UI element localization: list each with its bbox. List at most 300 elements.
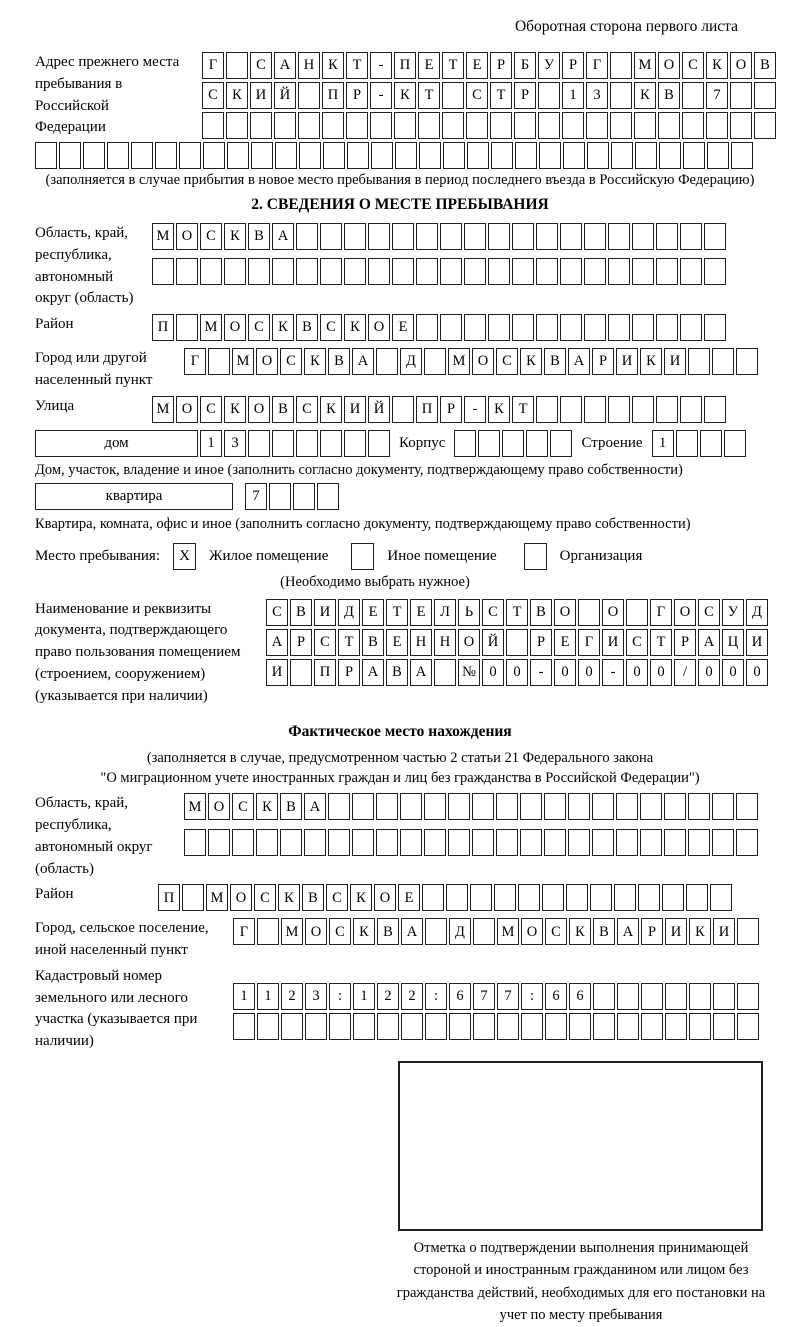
char-box[interactable]: О bbox=[224, 314, 246, 341]
char-box[interactable] bbox=[328, 793, 350, 820]
char-box[interactable] bbox=[610, 112, 632, 139]
char-box[interactable]: О bbox=[472, 348, 494, 375]
char-box[interactable]: С bbox=[248, 314, 270, 341]
char-box[interactable]: В bbox=[362, 629, 384, 656]
char-box[interactable] bbox=[635, 142, 657, 169]
char-box[interactable] bbox=[640, 793, 662, 820]
char-box[interactable] bbox=[392, 396, 414, 423]
char-box[interactable]: Д bbox=[746, 599, 768, 626]
char-box[interactable]: М bbox=[184, 793, 206, 820]
char-box[interactable]: О bbox=[374, 884, 396, 911]
char-box[interactable] bbox=[736, 348, 758, 375]
char-box[interactable] bbox=[515, 142, 537, 169]
char-box[interactable]: П bbox=[416, 396, 438, 423]
char-box[interactable]: Р bbox=[562, 52, 584, 79]
char-box[interactable] bbox=[632, 258, 654, 285]
char-box[interactable] bbox=[584, 314, 606, 341]
char-box[interactable] bbox=[152, 258, 174, 285]
char-box[interactable] bbox=[686, 884, 708, 911]
char-box[interactable] bbox=[665, 1013, 687, 1040]
char-box[interactable] bbox=[395, 142, 417, 169]
char-box[interactable]: В bbox=[272, 396, 294, 423]
char-box[interactable] bbox=[488, 314, 510, 341]
char-box[interactable] bbox=[566, 884, 588, 911]
char-box[interactable]: № bbox=[458, 659, 480, 686]
char-box[interactable] bbox=[377, 1013, 399, 1040]
char-box[interactable] bbox=[448, 829, 470, 856]
char-box[interactable] bbox=[281, 1013, 303, 1040]
char-box[interactable] bbox=[416, 223, 438, 250]
char-box[interactable] bbox=[446, 884, 468, 911]
char-box[interactable] bbox=[329, 1013, 351, 1040]
char-box[interactable] bbox=[478, 430, 500, 457]
char-box[interactable] bbox=[731, 142, 753, 169]
char-box[interactable] bbox=[449, 1013, 471, 1040]
char-box[interactable]: Г bbox=[202, 52, 224, 79]
char-box[interactable] bbox=[296, 223, 318, 250]
char-box[interactable] bbox=[448, 793, 470, 820]
char-box[interactable] bbox=[425, 1013, 447, 1040]
char-box[interactable]: П bbox=[314, 659, 336, 686]
char-box[interactable] bbox=[682, 112, 704, 139]
char-box[interactable]: К bbox=[706, 52, 728, 79]
char-box[interactable] bbox=[641, 1013, 663, 1040]
char-box[interactable]: С bbox=[266, 599, 288, 626]
char-box[interactable]: К bbox=[640, 348, 662, 375]
char-box[interactable] bbox=[587, 142, 609, 169]
char-box[interactable] bbox=[202, 112, 224, 139]
char-box[interactable] bbox=[526, 430, 548, 457]
char-box[interactable]: Р bbox=[674, 629, 696, 656]
char-box[interactable] bbox=[590, 884, 612, 911]
char-box[interactable] bbox=[464, 258, 486, 285]
char-box[interactable] bbox=[442, 82, 464, 109]
char-box[interactable] bbox=[536, 314, 558, 341]
char-box[interactable] bbox=[608, 396, 630, 423]
char-box[interactable]: М bbox=[206, 884, 228, 911]
char-box[interactable]: О bbox=[674, 599, 696, 626]
char-box[interactable] bbox=[704, 396, 726, 423]
char-box[interactable] bbox=[506, 629, 528, 656]
char-box[interactable] bbox=[256, 829, 278, 856]
char-box[interactable] bbox=[550, 430, 572, 457]
char-box[interactable] bbox=[662, 884, 684, 911]
char-box[interactable] bbox=[626, 599, 648, 626]
char-box[interactable] bbox=[700, 430, 722, 457]
char-box[interactable]: К bbox=[278, 884, 300, 911]
char-box[interactable]: Е bbox=[418, 52, 440, 79]
char-box[interactable]: Н bbox=[434, 629, 456, 656]
char-box[interactable] bbox=[704, 223, 726, 250]
char-box[interactable]: Г bbox=[233, 918, 255, 945]
char-box[interactable]: 3 bbox=[305, 983, 327, 1010]
char-box[interactable] bbox=[514, 112, 536, 139]
char-box[interactable]: Е bbox=[554, 629, 576, 656]
char-box[interactable]: Н bbox=[410, 629, 432, 656]
char-box[interactable] bbox=[344, 430, 366, 457]
char-box[interactable] bbox=[317, 483, 339, 510]
char-box[interactable]: С bbox=[626, 629, 648, 656]
char-box[interactable] bbox=[737, 983, 759, 1010]
char-box[interactable]: Т bbox=[506, 599, 528, 626]
char-box[interactable] bbox=[464, 314, 486, 341]
char-box[interactable]: Д bbox=[449, 918, 471, 945]
char-box[interactable] bbox=[593, 1013, 615, 1040]
char-box[interactable] bbox=[664, 829, 686, 856]
char-box[interactable]: В bbox=[544, 348, 566, 375]
char-box[interactable]: К bbox=[322, 52, 344, 79]
char-box[interactable]: К bbox=[224, 396, 246, 423]
char-box[interactable] bbox=[107, 142, 129, 169]
char-box[interactable] bbox=[680, 396, 702, 423]
char-box[interactable] bbox=[422, 884, 444, 911]
char-box[interactable]: С bbox=[280, 348, 302, 375]
char-box[interactable] bbox=[425, 918, 447, 945]
char-box[interactable]: / bbox=[674, 659, 696, 686]
char-box[interactable] bbox=[248, 430, 270, 457]
char-box[interactable]: О bbox=[521, 918, 543, 945]
stay-type-checkbox-organization[interactable] bbox=[524, 543, 547, 570]
char-box[interactable] bbox=[290, 659, 312, 686]
char-box[interactable]: О bbox=[256, 348, 278, 375]
char-box[interactable] bbox=[296, 430, 318, 457]
char-box[interactable]: 7 bbox=[245, 483, 267, 510]
char-box[interactable]: 2 bbox=[281, 983, 303, 1010]
char-box[interactable] bbox=[298, 112, 320, 139]
char-box[interactable] bbox=[520, 793, 542, 820]
char-box[interactable] bbox=[562, 112, 584, 139]
char-box[interactable] bbox=[440, 223, 462, 250]
char-box[interactable]: А bbox=[266, 629, 288, 656]
char-box[interactable]: 2 bbox=[401, 983, 423, 1010]
char-box[interactable] bbox=[737, 918, 759, 945]
char-box[interactable]: : bbox=[425, 983, 447, 1010]
char-box[interactable] bbox=[497, 1013, 519, 1040]
char-box[interactable]: К bbox=[304, 348, 326, 375]
char-box[interactable]: П bbox=[322, 82, 344, 109]
char-box[interactable]: 0 bbox=[578, 659, 600, 686]
char-box[interactable] bbox=[352, 793, 374, 820]
char-box[interactable]: Д bbox=[400, 348, 422, 375]
char-box[interactable]: С bbox=[545, 918, 567, 945]
char-box[interactable]: В bbox=[328, 348, 350, 375]
char-box[interactable] bbox=[560, 314, 582, 341]
char-box[interactable] bbox=[538, 82, 560, 109]
char-box[interactable]: С bbox=[314, 629, 336, 656]
char-box[interactable] bbox=[368, 223, 390, 250]
char-box[interactable] bbox=[544, 793, 566, 820]
char-box[interactable]: В bbox=[386, 659, 408, 686]
char-box[interactable] bbox=[538, 112, 560, 139]
char-box[interactable]: Т bbox=[490, 82, 512, 109]
char-box[interactable] bbox=[257, 918, 279, 945]
char-box[interactable] bbox=[59, 142, 81, 169]
char-box[interactable] bbox=[608, 258, 630, 285]
char-box[interactable] bbox=[737, 1013, 759, 1040]
char-box[interactable] bbox=[632, 314, 654, 341]
char-box[interactable] bbox=[632, 223, 654, 250]
char-box[interactable] bbox=[560, 258, 582, 285]
char-box[interactable]: У bbox=[722, 599, 744, 626]
char-box[interactable]: О bbox=[176, 223, 198, 250]
char-box[interactable]: О bbox=[208, 793, 230, 820]
char-box[interactable]: С bbox=[466, 82, 488, 109]
char-box[interactable]: И bbox=[314, 599, 336, 626]
char-box[interactable]: К bbox=[320, 396, 342, 423]
char-box[interactable]: Р bbox=[346, 82, 368, 109]
char-box[interactable] bbox=[208, 348, 230, 375]
char-box[interactable]: Е bbox=[386, 629, 408, 656]
char-box[interactable] bbox=[593, 983, 615, 1010]
char-box[interactable] bbox=[275, 142, 297, 169]
char-box[interactable] bbox=[689, 1013, 711, 1040]
char-box[interactable] bbox=[608, 223, 630, 250]
char-box[interactable]: Р bbox=[592, 348, 614, 375]
char-box[interactable]: С bbox=[496, 348, 518, 375]
char-box[interactable] bbox=[347, 142, 369, 169]
char-box[interactable]: В bbox=[296, 314, 318, 341]
char-box[interactable] bbox=[35, 142, 57, 169]
char-box[interactable] bbox=[344, 223, 366, 250]
char-box[interactable]: К bbox=[350, 884, 372, 911]
char-box[interactable]: - bbox=[370, 52, 392, 79]
char-box[interactable]: Р bbox=[641, 918, 663, 945]
char-box[interactable] bbox=[545, 1013, 567, 1040]
char-box[interactable] bbox=[584, 396, 606, 423]
char-box[interactable]: К bbox=[569, 918, 591, 945]
char-box[interactable]: Е bbox=[410, 599, 432, 626]
char-box[interactable]: 1 bbox=[257, 983, 279, 1010]
char-box[interactable]: Е bbox=[392, 314, 414, 341]
char-box[interactable]: М bbox=[232, 348, 254, 375]
char-box[interactable] bbox=[656, 396, 678, 423]
char-box[interactable] bbox=[658, 112, 680, 139]
char-box[interactable]: О bbox=[305, 918, 327, 945]
house-type-box[interactable]: дом bbox=[35, 430, 198, 457]
char-box[interactable]: 0 bbox=[698, 659, 720, 686]
char-box[interactable]: Б bbox=[514, 52, 536, 79]
char-box[interactable]: А bbox=[401, 918, 423, 945]
char-box[interactable] bbox=[502, 430, 524, 457]
char-box[interactable]: 0 bbox=[554, 659, 576, 686]
char-box[interactable]: М bbox=[448, 348, 470, 375]
char-box[interactable] bbox=[712, 348, 734, 375]
char-box[interactable]: 0 bbox=[626, 659, 648, 686]
char-box[interactable]: Е bbox=[466, 52, 488, 79]
char-box[interactable]: О bbox=[602, 599, 624, 626]
char-box[interactable] bbox=[680, 223, 702, 250]
char-box[interactable]: 2 bbox=[377, 983, 399, 1010]
char-box[interactable]: И bbox=[266, 659, 288, 686]
char-box[interactable] bbox=[560, 223, 582, 250]
char-box[interactable]: Й bbox=[482, 629, 504, 656]
char-box[interactable]: В bbox=[280, 793, 302, 820]
char-box[interactable] bbox=[472, 793, 494, 820]
char-box[interactable] bbox=[656, 314, 678, 341]
char-box[interactable] bbox=[730, 112, 752, 139]
char-box[interactable] bbox=[251, 142, 273, 169]
char-box[interactable]: В bbox=[593, 918, 615, 945]
char-box[interactable]: А bbox=[362, 659, 384, 686]
char-box[interactable] bbox=[488, 258, 510, 285]
char-box[interactable] bbox=[323, 142, 345, 169]
char-box[interactable] bbox=[724, 430, 746, 457]
char-box[interactable]: И bbox=[746, 629, 768, 656]
char-box[interactable] bbox=[568, 793, 590, 820]
char-box[interactable]: 1 bbox=[562, 82, 584, 109]
char-box[interactable]: Е bbox=[362, 599, 384, 626]
char-box[interactable] bbox=[424, 829, 446, 856]
char-box[interactable]: А bbox=[274, 52, 296, 79]
char-box[interactable] bbox=[401, 1013, 423, 1040]
char-box[interactable]: С bbox=[250, 52, 272, 79]
char-box[interactable]: 6 bbox=[449, 983, 471, 1010]
char-box[interactable] bbox=[250, 112, 272, 139]
char-box[interactable]: 0 bbox=[506, 659, 528, 686]
char-box[interactable] bbox=[298, 82, 320, 109]
char-box[interactable] bbox=[560, 396, 582, 423]
char-box[interactable] bbox=[376, 348, 398, 375]
char-box[interactable] bbox=[656, 223, 678, 250]
char-box[interactable] bbox=[466, 112, 488, 139]
char-box[interactable]: К bbox=[224, 223, 246, 250]
char-box[interactable]: А bbox=[304, 793, 326, 820]
char-box[interactable]: 3 bbox=[224, 430, 246, 457]
char-box[interactable]: А bbox=[617, 918, 639, 945]
char-box[interactable]: Е bbox=[398, 884, 420, 911]
char-box[interactable]: У bbox=[538, 52, 560, 79]
char-box[interactable] bbox=[689, 983, 711, 1010]
char-box[interactable] bbox=[328, 829, 350, 856]
char-box[interactable]: Р bbox=[338, 659, 360, 686]
char-box[interactable]: И bbox=[602, 629, 624, 656]
char-box[interactable]: М bbox=[152, 223, 174, 250]
char-box[interactable] bbox=[584, 223, 606, 250]
char-box[interactable] bbox=[344, 258, 366, 285]
char-box[interactable] bbox=[176, 314, 198, 341]
char-box[interactable]: - bbox=[530, 659, 552, 686]
char-box[interactable] bbox=[83, 142, 105, 169]
char-box[interactable] bbox=[542, 884, 564, 911]
char-box[interactable] bbox=[233, 1013, 255, 1040]
char-box[interactable]: В bbox=[248, 223, 270, 250]
char-box[interactable]: 1 bbox=[200, 430, 222, 457]
char-box[interactable]: Р bbox=[530, 629, 552, 656]
char-box[interactable] bbox=[641, 983, 663, 1010]
char-box[interactable]: - bbox=[370, 82, 392, 109]
char-box[interactable] bbox=[443, 142, 465, 169]
char-box[interactable] bbox=[424, 348, 446, 375]
char-box[interactable] bbox=[665, 983, 687, 1010]
char-box[interactable]: И bbox=[616, 348, 638, 375]
char-box[interactable] bbox=[688, 829, 710, 856]
char-box[interactable] bbox=[608, 314, 630, 341]
char-box[interactable] bbox=[272, 258, 294, 285]
char-box[interactable]: М bbox=[152, 396, 174, 423]
char-box[interactable] bbox=[496, 829, 518, 856]
char-box[interactable]: 7 bbox=[706, 82, 728, 109]
char-box[interactable]: 7 bbox=[497, 983, 519, 1010]
char-box[interactable] bbox=[736, 793, 758, 820]
char-box[interactable] bbox=[442, 112, 464, 139]
char-box[interactable]: Т bbox=[512, 396, 534, 423]
char-box[interactable] bbox=[713, 983, 735, 1010]
char-box[interactable] bbox=[376, 793, 398, 820]
char-box[interactable] bbox=[473, 918, 495, 945]
char-box[interactable]: Т bbox=[418, 82, 440, 109]
char-box[interactable]: С bbox=[200, 396, 222, 423]
char-box[interactable] bbox=[293, 483, 315, 510]
char-box[interactable] bbox=[182, 884, 204, 911]
char-box[interactable]: В bbox=[290, 599, 312, 626]
char-box[interactable]: М bbox=[497, 918, 519, 945]
char-box[interactable]: О bbox=[658, 52, 680, 79]
char-box[interactable] bbox=[610, 52, 632, 79]
char-box[interactable] bbox=[226, 52, 248, 79]
char-box[interactable]: И bbox=[713, 918, 735, 945]
char-box[interactable]: Ц bbox=[722, 629, 744, 656]
char-box[interactable] bbox=[305, 1013, 327, 1040]
char-box[interactable]: А bbox=[410, 659, 432, 686]
char-box[interactable]: С bbox=[320, 314, 342, 341]
char-box[interactable]: К bbox=[344, 314, 366, 341]
char-box[interactable] bbox=[494, 884, 516, 911]
char-box[interactable] bbox=[682, 82, 704, 109]
char-box[interactable] bbox=[611, 142, 633, 169]
char-box[interactable] bbox=[346, 112, 368, 139]
char-box[interactable]: Т bbox=[386, 599, 408, 626]
stay-type-checkbox-residential[interactable]: X bbox=[173, 543, 196, 570]
char-box[interactable] bbox=[454, 430, 476, 457]
char-box[interactable] bbox=[569, 1013, 591, 1040]
char-box[interactable]: К bbox=[353, 918, 375, 945]
char-box[interactable] bbox=[269, 483, 291, 510]
char-box[interactable]: И bbox=[665, 918, 687, 945]
char-box[interactable] bbox=[416, 258, 438, 285]
char-box[interactable] bbox=[155, 142, 177, 169]
char-box[interactable] bbox=[676, 430, 698, 457]
char-box[interactable]: С bbox=[200, 223, 222, 250]
char-box[interactable]: М bbox=[200, 314, 222, 341]
char-box[interactable]: С bbox=[329, 918, 351, 945]
char-box[interactable] bbox=[688, 348, 710, 375]
char-box[interactable]: И bbox=[664, 348, 686, 375]
char-box[interactable]: О bbox=[230, 884, 252, 911]
char-box[interactable]: 1 bbox=[353, 983, 375, 1010]
char-box[interactable]: Ь bbox=[458, 599, 480, 626]
char-box[interactable] bbox=[227, 142, 249, 169]
char-box[interactable] bbox=[736, 829, 758, 856]
char-box[interactable]: Г bbox=[578, 629, 600, 656]
char-box[interactable] bbox=[353, 1013, 375, 1040]
char-box[interactable]: П bbox=[158, 884, 180, 911]
char-box[interactable]: Н bbox=[298, 52, 320, 79]
char-box[interactable]: 0 bbox=[746, 659, 768, 686]
char-box[interactable] bbox=[536, 396, 558, 423]
char-box[interactable] bbox=[176, 258, 198, 285]
char-box[interactable] bbox=[257, 1013, 279, 1040]
char-box[interactable] bbox=[730, 82, 752, 109]
char-box[interactable]: Т bbox=[650, 629, 672, 656]
char-box[interactable]: Й bbox=[274, 82, 296, 109]
char-box[interactable] bbox=[578, 599, 600, 626]
char-box[interactable] bbox=[712, 793, 734, 820]
char-box[interactable] bbox=[418, 112, 440, 139]
char-box[interactable]: К bbox=[226, 82, 248, 109]
char-box[interactable] bbox=[296, 258, 318, 285]
char-box[interactable] bbox=[392, 223, 414, 250]
char-box[interactable]: Г bbox=[184, 348, 206, 375]
